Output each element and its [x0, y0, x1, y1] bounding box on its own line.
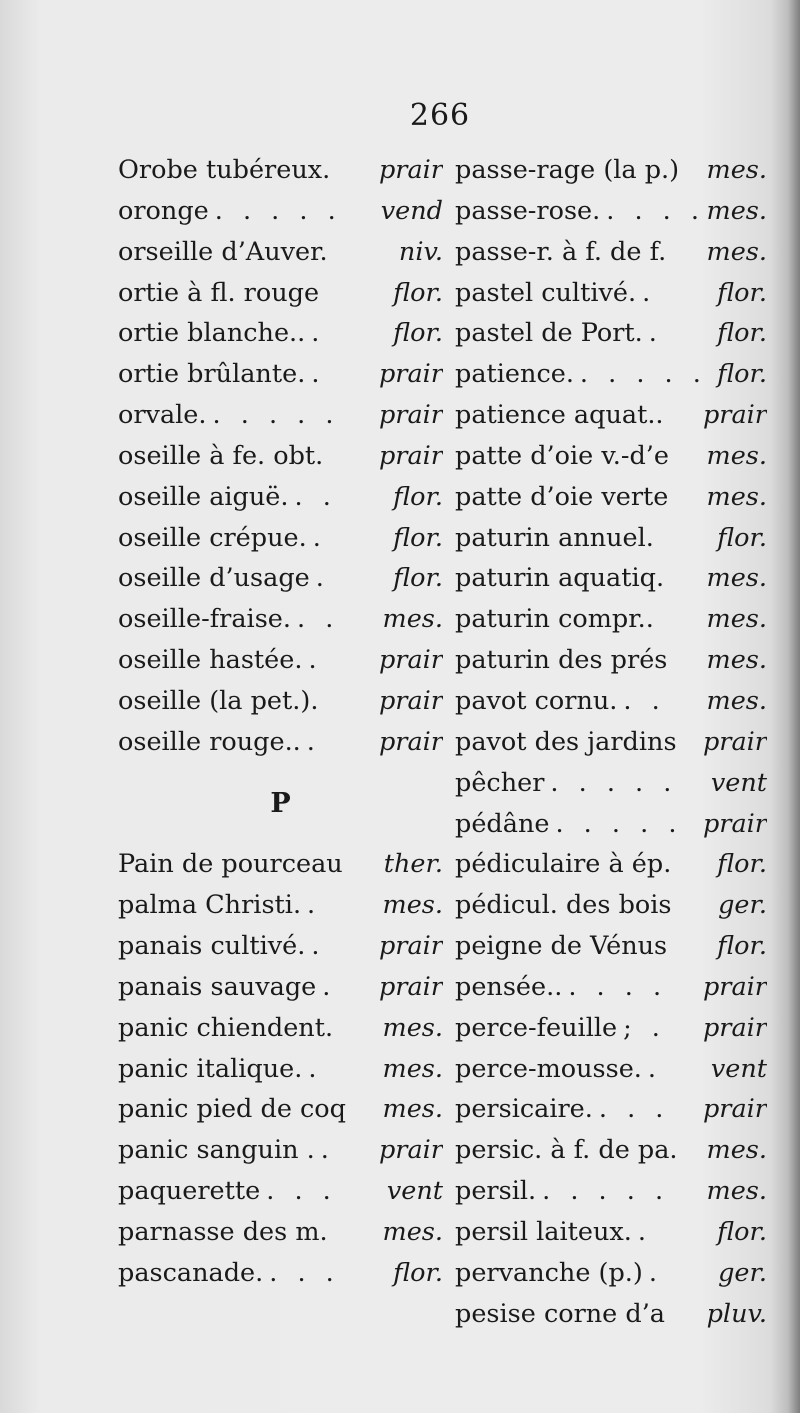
entry-name: pervanche (p.) [455, 1257, 643, 1288]
entry-name: pastel cultivé. [455, 277, 637, 308]
entry-name: oseille (la pet.). [118, 685, 319, 716]
left-entries-after [118, 844, 443, 1293]
entry-name: orvale. [118, 400, 207, 431]
entry-habitat: prair [378, 400, 443, 431]
entry-habitat: flor. [717, 359, 767, 390]
entry-habitat: prair [378, 359, 443, 390]
entry-habitat: prair [378, 440, 443, 471]
entry-leader-dots: . [648, 318, 663, 349]
entry-row [118, 191, 443, 232]
entry-name: panais cultivé. [118, 931, 306, 962]
entry-name: pédiculaire à ép. [455, 849, 672, 880]
entry-habitat: ther. [383, 849, 443, 880]
entry-name: Orobe tubéreux. [118, 155, 331, 185]
entry-name: panic chiendent. [118, 1012, 334, 1043]
entry-row [455, 354, 767, 395]
entry-habitat: mes. [706, 563, 767, 594]
entry-leader-dots: . . . . . [542, 1176, 670, 1207]
entry-habitat: prair [378, 931, 443, 962]
entry-row [118, 1212, 443, 1253]
entry-leader-dots: . . . . [606, 195, 705, 226]
entry-row [118, 354, 443, 395]
right-column [455, 150, 767, 1334]
entry-leader-dots: . . . . . [212, 400, 340, 431]
entry-habitat: flor. [717, 931, 767, 962]
entry-leader-dots: . [311, 318, 326, 349]
entry-name: patte d’oie v.-d’e [455, 440, 669, 471]
entry-habitat: mes. [382, 1216, 443, 1247]
entry-habitat: mes. [706, 604, 767, 635]
entry-name: parnasse des m. [118, 1216, 328, 1247]
entry-leader-dots: ; . [623, 1012, 666, 1043]
entry-row [118, 558, 443, 599]
entry-leader-dots: . [647, 1053, 663, 1084]
entry-name: palma Christi. [118, 890, 302, 921]
entry-habitat: flor. [717, 318, 767, 349]
entry-leader-dots: . [312, 522, 327, 553]
entry-habitat: flor. [717, 522, 767, 553]
entry-name: paturin des prés [455, 645, 668, 676]
entry-habitat: flor. [393, 522, 443, 553]
entry-name: pédicul. des bois [455, 890, 672, 921]
entry-name: oseille hastée. [118, 645, 303, 676]
entry-row [118, 1130, 443, 1171]
entry-habitat: prair [702, 808, 767, 839]
entry-habitat: prair [378, 1135, 443, 1166]
entry-name: oseille rouge.. [118, 726, 301, 757]
entry-name: oronge [118, 195, 209, 226]
entry-row [455, 150, 767, 191]
entry-row [118, 1171, 443, 1212]
entry-name: paturin annuel. [455, 522, 654, 553]
entry-row [455, 804, 767, 845]
entry-leader-dots: . . . . . [214, 195, 342, 226]
entry-row [118, 926, 443, 967]
entry-row [455, 273, 767, 314]
entry-habitat: flor. [393, 318, 443, 349]
entry-name: ortie blanche.. [118, 318, 306, 349]
entry-leader-dots: . [315, 563, 330, 594]
entry-leader-dots: . [308, 1053, 323, 1084]
right-entries [455, 150, 767, 1334]
entry-row [118, 1089, 443, 1130]
entry-habitat: mes. [706, 195, 767, 226]
entry-leader-dots: . [308, 645, 323, 676]
entry-habitat: prair [378, 155, 443, 185]
entry-leader-dots: . . . [598, 1094, 670, 1125]
entry-name: oseille à fe. obt. [118, 440, 324, 471]
entry-habitat: mes. [706, 155, 767, 185]
entry-name: pesise corne d’a [455, 1298, 666, 1329]
entry-name: oseille d’usage [118, 563, 310, 594]
entry-habitat: prair [378, 645, 443, 676]
entry-leader-dots: . . [623, 685, 666, 716]
entry-habitat: mes. [706, 440, 767, 471]
entry-habitat: mes. [706, 685, 767, 716]
entry-habitat: prair [702, 1012, 767, 1043]
entry-leader-dots: . [311, 931, 326, 962]
entry-row [455, 395, 767, 436]
entry-row [455, 967, 767, 1008]
entry-row [455, 313, 767, 354]
entry-name: persic. à f. de pa. [455, 1135, 678, 1166]
entry-habitat: mes. [706, 1135, 767, 1166]
entry-row [455, 640, 767, 681]
entry-leader-dots: . . . . . [555, 808, 683, 839]
section-letter: P [270, 787, 291, 819]
entry-leader-dots: . . [294, 481, 337, 512]
entry-leader-dots: . [306, 726, 321, 757]
entry-row [455, 1253, 767, 1294]
entry-habitat: prair [702, 726, 767, 757]
entry-row [118, 722, 443, 763]
entry-leader-dots: . [320, 1135, 335, 1166]
entry-habitat: ger. [718, 1257, 767, 1288]
entry-name: oseille aiguë. [118, 481, 289, 512]
entry-row [455, 1171, 767, 1212]
entry-name: Pain de pourceau [118, 849, 343, 880]
entry-habitat: prair [702, 400, 767, 431]
entry-row [455, 926, 767, 967]
entry-row [118, 436, 443, 477]
entry-habitat: flor. [717, 1216, 767, 1247]
entry-row [455, 1008, 767, 1049]
entry-row [118, 640, 443, 681]
entry-row [118, 232, 443, 273]
entry-name: passe-rage (la p.) [455, 155, 680, 185]
entry-row [455, 1089, 767, 1130]
entry-row [118, 885, 443, 926]
entry-habitat: prair [378, 726, 443, 757]
entry-row [118, 844, 443, 885]
entry-name: ortie à fl. rouge [118, 277, 320, 308]
entry-habitat: flor. [717, 849, 767, 880]
entry-name: pavot des jardins [455, 726, 677, 757]
entry-habitat: mes. [706, 481, 767, 512]
entry-row [455, 436, 767, 477]
entry-row [455, 518, 767, 559]
entry-name: passe-rose. [455, 195, 601, 226]
entry-row [455, 1130, 767, 1171]
entry-name: paturin aquatiq. [455, 563, 665, 594]
entry-habitat: vent [386, 1176, 443, 1207]
entry-habitat: flor. [717, 277, 767, 308]
entry-row [118, 1008, 443, 1049]
entry-row [118, 967, 443, 1008]
entry-habitat: prair [378, 971, 443, 1002]
entry-habitat: mes. [706, 1176, 767, 1207]
entry-row [455, 1049, 767, 1090]
entry-habitat: mes. [382, 1094, 443, 1125]
entry-row [455, 885, 767, 926]
entry-habitat: mes. [382, 890, 443, 921]
entry-name: patte d’oie verte [455, 481, 669, 512]
entry-leader-dots: . . . . . [550, 767, 678, 798]
entry-habitat: mes. [382, 1012, 443, 1043]
entry-row [455, 232, 767, 273]
entry-row [455, 477, 767, 518]
entry-leader-dots: . . [296, 604, 340, 635]
entry-name: perce-feuille [455, 1012, 618, 1043]
entry-name: peigne de Vénus [455, 931, 668, 962]
entry-habitat: ger. [718, 890, 767, 921]
entry-name: persil. [455, 1176, 537, 1207]
entry-row [118, 313, 443, 354]
entry-leader-dots: . . . . [568, 971, 668, 1002]
entry-row [118, 477, 443, 518]
entry-row [455, 1294, 767, 1335]
entry-row [455, 763, 767, 804]
entry-name: pascanade. [118, 1257, 264, 1288]
entry-row [455, 558, 767, 599]
entry-name: orseille d’Auver. [118, 236, 328, 267]
entry-habitat: vent [710, 767, 767, 798]
entry-name: panais sauvage [118, 971, 317, 1002]
entry-name: panic italique. [118, 1053, 303, 1084]
entry-row [455, 191, 767, 232]
entry-habitat: flor. [393, 481, 443, 512]
entry-name: pêcher [455, 767, 545, 798]
entry-habitat: mes. [382, 1053, 443, 1084]
left-entries-before [118, 150, 443, 763]
entry-row [118, 273, 443, 314]
entry-name: paquerette [118, 1176, 261, 1207]
entry-name: patience aquat.. [455, 400, 664, 431]
entry-habitat: niv. [398, 236, 443, 267]
entry-name: patience. [455, 359, 574, 390]
entry-leader-dots: . [307, 890, 322, 921]
entry-row [118, 681, 443, 722]
entry-row [455, 599, 767, 640]
entry-name: perce-mousse. [455, 1053, 642, 1084]
entry-leader-dots: . [311, 359, 326, 390]
entry-row [118, 1049, 443, 1090]
entry-row [118, 395, 443, 436]
entry-leader-dots: . [637, 1216, 652, 1247]
entry-row [118, 1253, 443, 1294]
entry-habitat: prair [702, 1094, 767, 1125]
entry-name: persicaire. [455, 1094, 593, 1125]
entry-name: ortie brûlante. [118, 359, 306, 390]
entry-habitat: mes. [706, 236, 767, 267]
entry-leader-dots: . . . [269, 1257, 340, 1288]
entry-name: persil laiteux. [455, 1216, 632, 1247]
entry-name: oseille-fraise. [118, 604, 291, 635]
entry-row [118, 518, 443, 559]
entry-habitat: mes. [382, 604, 443, 635]
entry-name: pavot cornu. [455, 685, 618, 716]
entry-row [455, 844, 767, 885]
entry-name: paturin compr.. [455, 604, 654, 635]
entry-row [118, 150, 443, 191]
entry-leader-dots: . . . . . [579, 359, 707, 390]
entry-name: pédâne [455, 808, 550, 839]
entry-habitat: prair [702, 971, 767, 1002]
entry-row [118, 599, 443, 640]
entry-row [455, 1212, 767, 1253]
entry-leader-dots: . [648, 1257, 663, 1288]
entry-habitat: flor. [393, 563, 443, 594]
entry-leader-dots: . [642, 277, 657, 308]
entry-name: oseille crépue. [118, 522, 307, 553]
entry-habitat: vent [710, 1053, 767, 1084]
entry-name: pastel de Port. [455, 318, 643, 349]
entry-leader-dots: . [322, 971, 337, 1002]
left-column [118, 150, 443, 1294]
page-number: 266 [409, 98, 471, 133]
entry-name: pensée.. [455, 971, 563, 1002]
entry-row [455, 681, 767, 722]
entry-habitat: mes. [706, 645, 767, 676]
entry-habitat: pluv. [706, 1298, 767, 1329]
entry-name: panic pied de coq [118, 1094, 346, 1125]
entry-habitat: vend [380, 195, 443, 226]
page-edge-shadow [788, 0, 800, 1413]
entry-leader-dots: . . . [266, 1176, 337, 1207]
entry-row [455, 722, 767, 763]
entry-habitat: flor. [393, 1257, 443, 1288]
entry-habitat: flor. [393, 277, 443, 308]
entry-habitat: prair [378, 685, 443, 716]
entry-name: panic sanguin . [118, 1135, 315, 1166]
entry-name: passe-r. à f. de f. [455, 236, 667, 267]
